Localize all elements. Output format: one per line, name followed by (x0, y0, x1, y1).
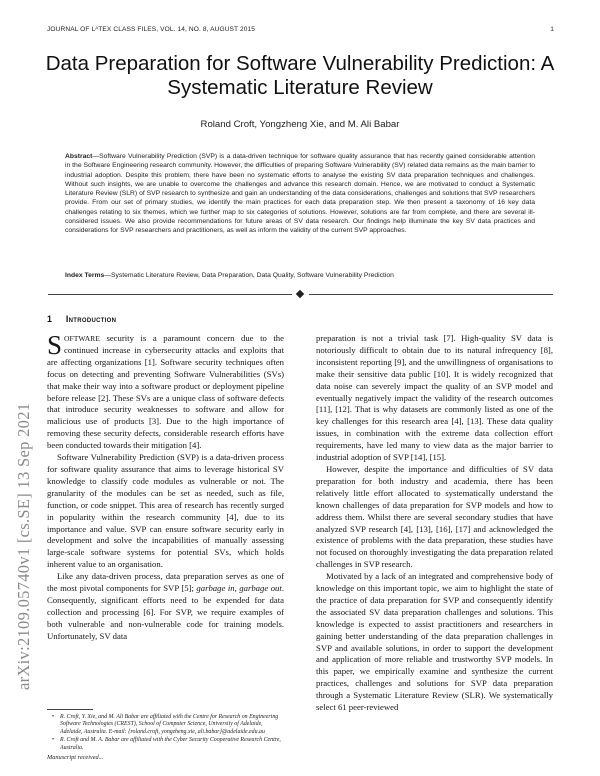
right-column (316, 333, 553, 714)
running-header: JOURNAL OF LᴬTEX CLASS FILES, VOL. 14, NO. 8, AUGUST 2015 (47, 26, 256, 33)
diamond-icon (296, 289, 304, 297)
footnote (47, 737, 284, 752)
section-separator (48, 290, 553, 300)
index-terms-label: Index Terms (65, 272, 105, 279)
left-column (47, 330, 284, 643)
paragraph: Motivated by a lack of an integrated and comprehensive body of knowledge on this important topic, we aim to highlight the state of the practice of data preparation for SVP and consequently identify the associated SV data preparation challenges and solutions. This knowledge is expected to assist practitioners and researchers in gaining better understanding of the data preparation challenges in SVP and available solutions, in order to support the development and application of more reliable and trustworthy SVP models. In this paper, we empirically examine and synthesize the current practices, challenges and solutions for SVP data preparation through a Systematic Literature Review (SLR). We systematically select 61 peer-reviewed (316, 571, 553, 713)
arxiv-stamp: arXiv:2109.05740v1 [cs.SE] 13 Sep 2021 (14, 402, 33, 690)
footnotes (47, 714, 284, 761)
small-caps-word: OFTWARE (64, 334, 100, 343)
paragraph-text: security is a paramount concern due to the continued increase in cybersecurity attacks and exploits that are affecting organizations [1]. Software security techniques often focus on detecting and preventing Software Vulnerabilities (SVs) that make their way into a software product or deployment pipeline before release [2]. These SVs are a unique class of software defects that introduce security weaknesses to software and allow for malicious use of products [3]. Due to the high importance of removing these security defects, considerable research efforts have been conducted towards their mitigation [4]. (47, 333, 284, 451)
section-title: Introduction (65, 314, 117, 324)
footnote-text: R. Croft and M. A. Babar are affiliated with the Cyber Security Cooperative Research Centre, Australia. (60, 737, 281, 751)
index-terms-text: —Systematic Literature Review, Data Preparation, Data Quality, Software Vulnerability Prediction (104, 272, 394, 279)
paragraph: However, despite the importance and difficulties of SV data preparation for both industry and academia, there has been relatively little effort allocated to systematically understand the known challenges of data preparation for SVP models and how to address them. Whilst there are several secondary studies that have analyzed SVP research [4], [13], [16], [17] and acknowledged the existence of problems with the data preparation, these studies have not focused on thoroughly investigating the data preparation related challenges in SVP research. (316, 463, 553, 570)
paragraph: preparation is not a trivial task [7]. High-quality SV data is notoriously difficult to obtain due to its natural infrequency [8], inconsistent reporting [9], and the unwillingness of organisations to make their sensitive data public [10]. It is widely recognized that data noise can severely impact the quality of an SVP model and eventually negatively impact the validity of the research outcomes [11], [12]. That is why datasets are commonly listed as one of the key challenges for this research area [4], [13]. These data quality issues, in combination with the extreme data collection effort requirements, have led many to view data as the major barrier to industrial adoption of SVP [14], [15]. (316, 333, 553, 463)
page-number: 1 (550, 26, 554, 33)
manuscript-received: Manuscript received... (47, 754, 104, 762)
section-heading (47, 314, 116, 324)
footnote-text: R. Croft, Y. Xie, and M. Ali Babar are affiliated with the Centre for Research on Engineering Software Technologies (CREST), School of Computer Science, University of Adelaide, Adelaide, Australia. E-mail: {roland.croft, yongzheng.xie, ali.babar}@adelaide.edu.au (60, 714, 279, 735)
section-number: 1 (47, 314, 52, 324)
index-terms (65, 271, 535, 280)
author-list: Roland Croft, Yongzheng Xie, and M. Ali Babar (200, 119, 400, 130)
abstract (65, 152, 535, 236)
abstract-label: Abstract (65, 153, 93, 160)
paragraph (47, 571, 284, 642)
paragraph-text: Like any data-driven process, data preparation serves as one of the most pivotal components for SVP [5]; (47, 571, 284, 594)
footnote (47, 714, 284, 736)
paragraph-text: . Consequently, significant efforts need to be expended for data collection and processing [6]. For SVP, we require examples of both vulnerable and non-vulnerable code for training models. Unfortunately, SV data (47, 583, 284, 641)
paper-title: Data Preparation for Software Vulnerability Prediction: A Systematic Literature Review (45, 52, 555, 99)
paragraph (47, 330, 284, 452)
paragraph: Software Vulnerability Prediction (SVP) is a data-driven process for software quality assurance that aims to leverage historical SV knowledge to classify code modules as vulnerable or not. The granularity of the modules can be set as needed, such as file, function, or code snippet. This area of research has recently surged in popularity within the research community [4], due to its importance and value. SVP can ensure software security early in development and solve the incapabilities of manually assessing large-scale software systems for potential SVs, which holds inherent value to an organisation. (47, 452, 284, 570)
bullet-icon: • (52, 714, 55, 720)
abstract-text: —Software Vulnerability Prediction (SVP) is a data-driven technique for software quality assurance that has recently gained considerable attention in the Software Engineering research community. However, the difficulties of preparing Software Vulnerability (SV) related data remains as the main barrier to industrial adoption. Despite this problem, there have been no systematic efforts to analyse the existing SV data preparation techniques and challenges. Without such insights, we are unable to overcome the challenges and advance this research domain. Hence, we are motivated to conduct a Systematic Literature Review (SLR) of SVP research to synthesize and gain an understanding of the data considerations, challenges and solutions that SVP researchers provide. From our set of primary studies, we identify the main practices for each data preparation step. We then present a taxonomy of 16 key data challenges relating to six themes, which we further map to six categories of solutions. However, solutions are far from complete, and there are several ill-considered issues. We also provide recommendations for future areas of SV data research. Our findings help illuminate the key SV data practices and considerations for SVP researchers and practitioners, as well as inform the validity of the current SVP approaches. (65, 153, 535, 235)
footnote-rule (47, 709, 93, 710)
bullet-icon: • (52, 737, 55, 744)
drop-cap: S (47, 330, 63, 360)
italic-phrase: garbage in, garbage out (196, 583, 282, 594)
